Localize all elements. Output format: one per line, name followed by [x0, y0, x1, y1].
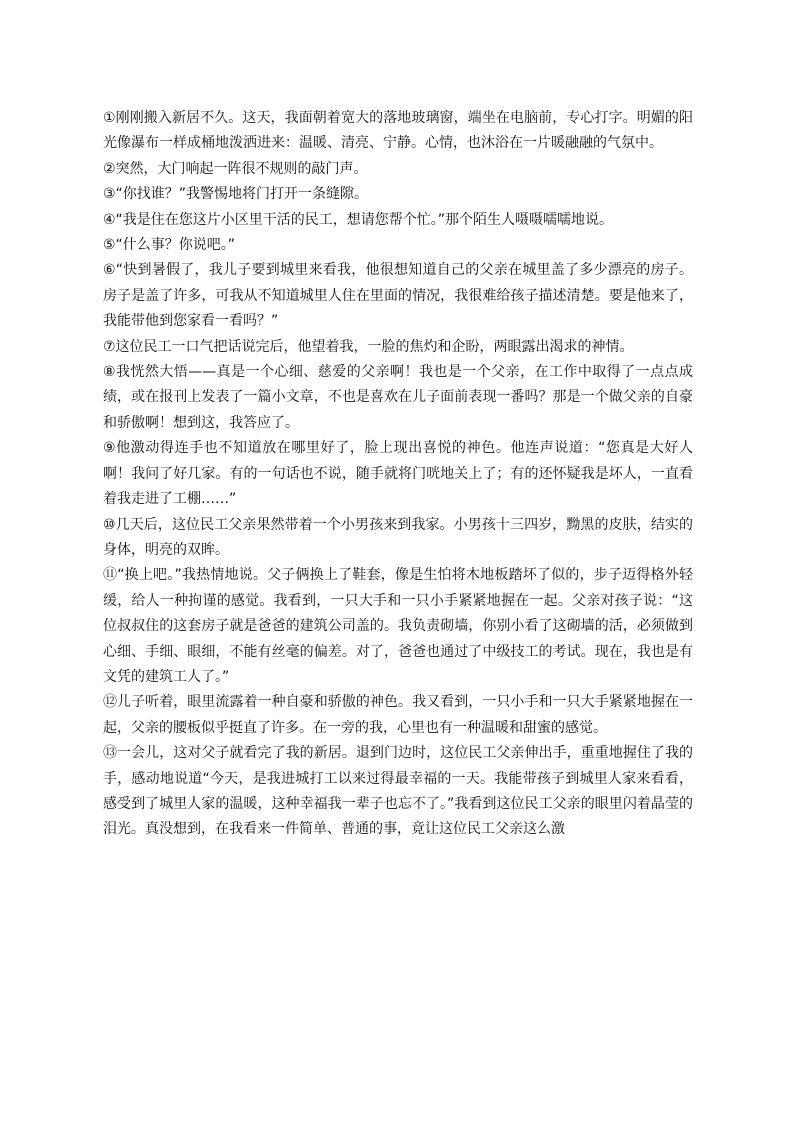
paragraph-9: ⑨他激动得连手也不知道放在哪里好了，脸上现出喜悦的神色。他连声说道：“您真是大好人啊！我问了好几家。有的一句话也不说，随手就将门咣地关上了；有的还怀疑我是坏人，一直看着我走进了工棚……”	[103, 440, 693, 508]
paragraph-2: ②突然，大门响起一阵很不规则的敲门声。	[103, 160, 368, 177]
paragraph-8: ⑧我恍然大悟——真是一个心细、慈爱的父亲啊！我也是一个父亲，在工作中取得了一点点成绩，或在报刊上发表了一篇小文章，不也是喜欢在儿子面前表现一番吗？那是一个做父亲的自豪和骄傲啊！想到这，我答应了。	[103, 364, 693, 431]
paragraph-5: ⑤“什么事？你说吧。”	[103, 237, 236, 254]
paragraph-7: ⑦这位民工一口气把话说完后，他望着我，一脸的焦灼和企盼，两眼露出渴求的神情。	[103, 338, 634, 355]
paragraph-11: ⑪“换上吧。”我热情地说。父子俩换上了鞋套，像是生怕将木地板踏坏了似的，步子迈得格外轻缓，给人一种拘谨的感觉。我看到，一只大手和一只小手紧紧地握在一起。父亲对孩子说：“这位叔叔住的这套房子就是爸爸的建筑公司盖的。我负责砌墙，你别小看了这砌墙的活，必须做到心细、手细、眼细，不能有丝毫的偏差。对了，爸爸也通过了中级技工的考试。现在，我也是有文凭的建筑工人了。”	[103, 567, 693, 685]
paragraph-3: ③“你找谁？”我警惕地将门打开一条缝隙。	[103, 186, 369, 203]
paragraph-4: ④“我是住在您这片小区里干活的民工，想请您帮个忙。”那个陌生人嗫嗫嚅嚅地说。	[103, 211, 614, 228]
document-body	[103, 106, 693, 843]
paragraph-13: ⑬一会儿，这对父子就看完了我的新居。退到门边时，这位民工父亲伸出手，重重地握住了我的手，感动地说道“今天，是我进城打工以来过得最幸福的一天。我能带孩子到城里人家来看看，感受到了城里人家的温暖，这种幸福我一辈子也忘不了。”我看到这位民工父亲的眼里闪着晶莹的泪光。真没想到，在我看来一件简单、普通的事，竟让这位民工父亲这么激	[103, 745, 693, 838]
paragraph-12: ⑫儿子听着，眼里流露着一种自豪和骄傲的神色。我又看到，一只小手和一只大手紧紧地握在一起，父亲的腰板似乎挺直了许多。在一旁的我，心里也有一种温暖和甜蜜的感觉。	[103, 694, 693, 736]
paragraph-10: ⑩几天后，这位民工父亲果然带着一个小男孩来到我家。小男孩十三四岁，黝黑的皮肤，结实的身体，明亮的双眸。	[103, 516, 693, 558]
paragraph-6: ⑥“快到暑假了，我儿子要到城里来看我，他很想知道自己的父亲在城里盖了多少漂亮的房子。房子是盖了许多，可我从不知道城里人住在里面的情况，我很难给孩子描述清楚。要是他来了，我能带他到您家看一看吗？”	[103, 262, 693, 330]
paragraph-1: ①刚刚搬入新居不久。这天，我面朝着宽大的落地玻璃窗，端坐在电脑前，专心打字。明媚的阳光像瀑布一样成桶地泼洒进来：温暖、清亮、宁静。心情，也沐浴在一片暖融融的气氛中。	[103, 110, 693, 152]
